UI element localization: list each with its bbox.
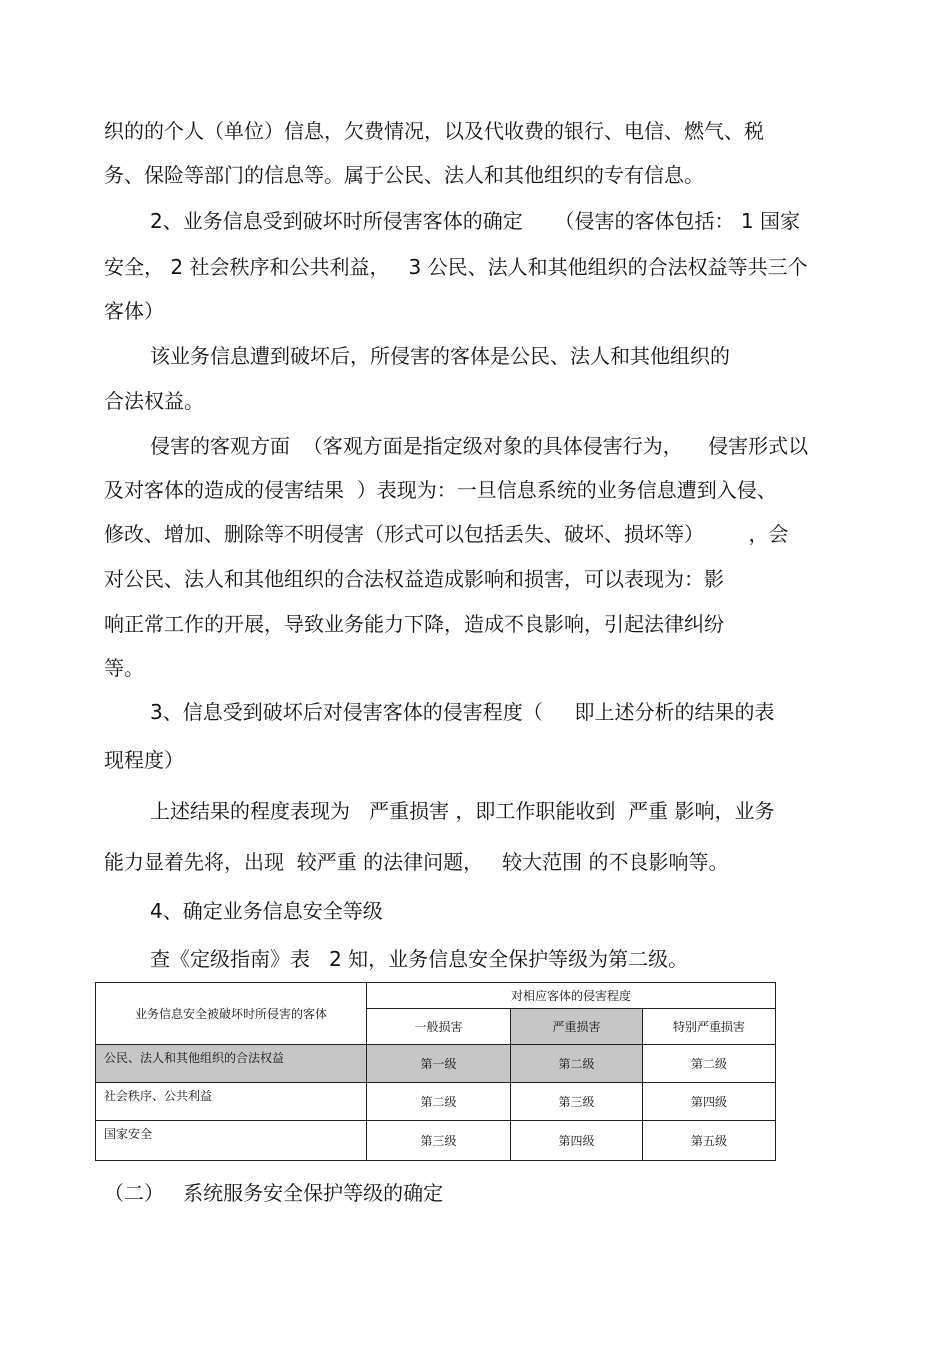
subsection-heading: （二） 系统服务安全保护等级的确定 xyxy=(104,1181,444,1205)
paragraph-line: 等。 xyxy=(104,656,144,680)
paragraph-line: 该业务信息遭到破坏后，所侵害的客体是公民、法人和其他组织的 xyxy=(150,344,730,368)
paragraph-line: 对公民、法人和其他组织的合法权益造成影响和损害，可以表现为：影 xyxy=(104,567,724,591)
row-label: 社会秩序、公共利益 xyxy=(96,1083,367,1121)
paragraph-line: 合法权益。 xyxy=(104,389,204,413)
column-header: 一般损害 xyxy=(367,1009,511,1045)
paragraph-line: 务、保险等部门的信息等。属于公民、法人和其他组织的专有信息。 xyxy=(104,163,704,187)
column-header: 特别严重损害 xyxy=(643,1009,776,1045)
section-heading-3: 3、信息受到破坏后对侵害客体的侵害程度（ 即上述分析的结果的表 xyxy=(150,700,775,724)
paragraph-line: 织的的个人（单位）信息，欠费情况，以及代收费的银行、电信、燃气、税 xyxy=(104,119,764,143)
table-cell: 第二级 xyxy=(643,1045,776,1083)
section-heading-4: 4、确定业务信息安全等级 xyxy=(150,899,383,923)
row-label: 公民、法人和其他组织的合法权益 xyxy=(96,1045,367,1083)
table-corner-header: 业务信息安全被破坏时所侵害的客体 xyxy=(96,983,367,1045)
table-cell: 第二级 xyxy=(511,1045,643,1083)
paragraph-line: 安全， 2 社会秩序和公共利益， 3 公民、法人和其他组织的合法权益等共三个 xyxy=(104,255,808,279)
grade-table xyxy=(95,982,776,1161)
table-cell: 第三级 xyxy=(511,1083,643,1121)
table-group-header: 对相应客体的侵害程度 xyxy=(367,983,776,1009)
table-cell: 第三级 xyxy=(367,1121,511,1161)
table-cell: 第五级 xyxy=(643,1121,776,1161)
column-header: 严重损害 xyxy=(511,1009,643,1045)
grade-table-container xyxy=(95,982,775,1160)
paragraph-line: 上述结果的程度表现为 严重损害 ，即工作职能收到 严重 影响，业务 xyxy=(150,799,775,823)
paragraph-line: 客体） xyxy=(104,299,164,323)
paragraph-line: 及对客体的造成的侵害结果 ）表现为：一旦信息系统的业务信息遭到入侵、 xyxy=(104,478,777,502)
paragraph-line: 查《定级指南》表 2 知，业务信息安全保护等级为第二级。 xyxy=(150,947,689,971)
table-cell: 第四级 xyxy=(643,1083,776,1121)
paragraph-line: 能力显着先将，出现 较严重 的法律问题， 较大范围 的不良影响等。 xyxy=(104,850,729,874)
paragraph-line: 侵害的客观方面 （客观方面是指定级对象的具体侵害行为， 侵害形式以 xyxy=(150,434,809,458)
paragraph-line: 响正常工作的开展，导致业务能力下降，造成不良影响，引起法律纠纷 xyxy=(104,612,724,636)
table-cell: 第四级 xyxy=(511,1121,643,1161)
paragraph-line: 修改、增加、删除等不明侵害（形式可以包括丢失、破坏、损坏等） ，会 xyxy=(104,522,789,546)
table-cell: 第二级 xyxy=(367,1083,511,1121)
row-label: 国家安全 xyxy=(96,1121,367,1161)
table-cell: 第一级 xyxy=(367,1045,511,1083)
paragraph-line: 现程度） xyxy=(104,748,184,772)
section-heading-2: 2、业务信息受到破坏时所侵害客体的确定 （侵害的客体包括： 1 国家 xyxy=(150,209,800,233)
